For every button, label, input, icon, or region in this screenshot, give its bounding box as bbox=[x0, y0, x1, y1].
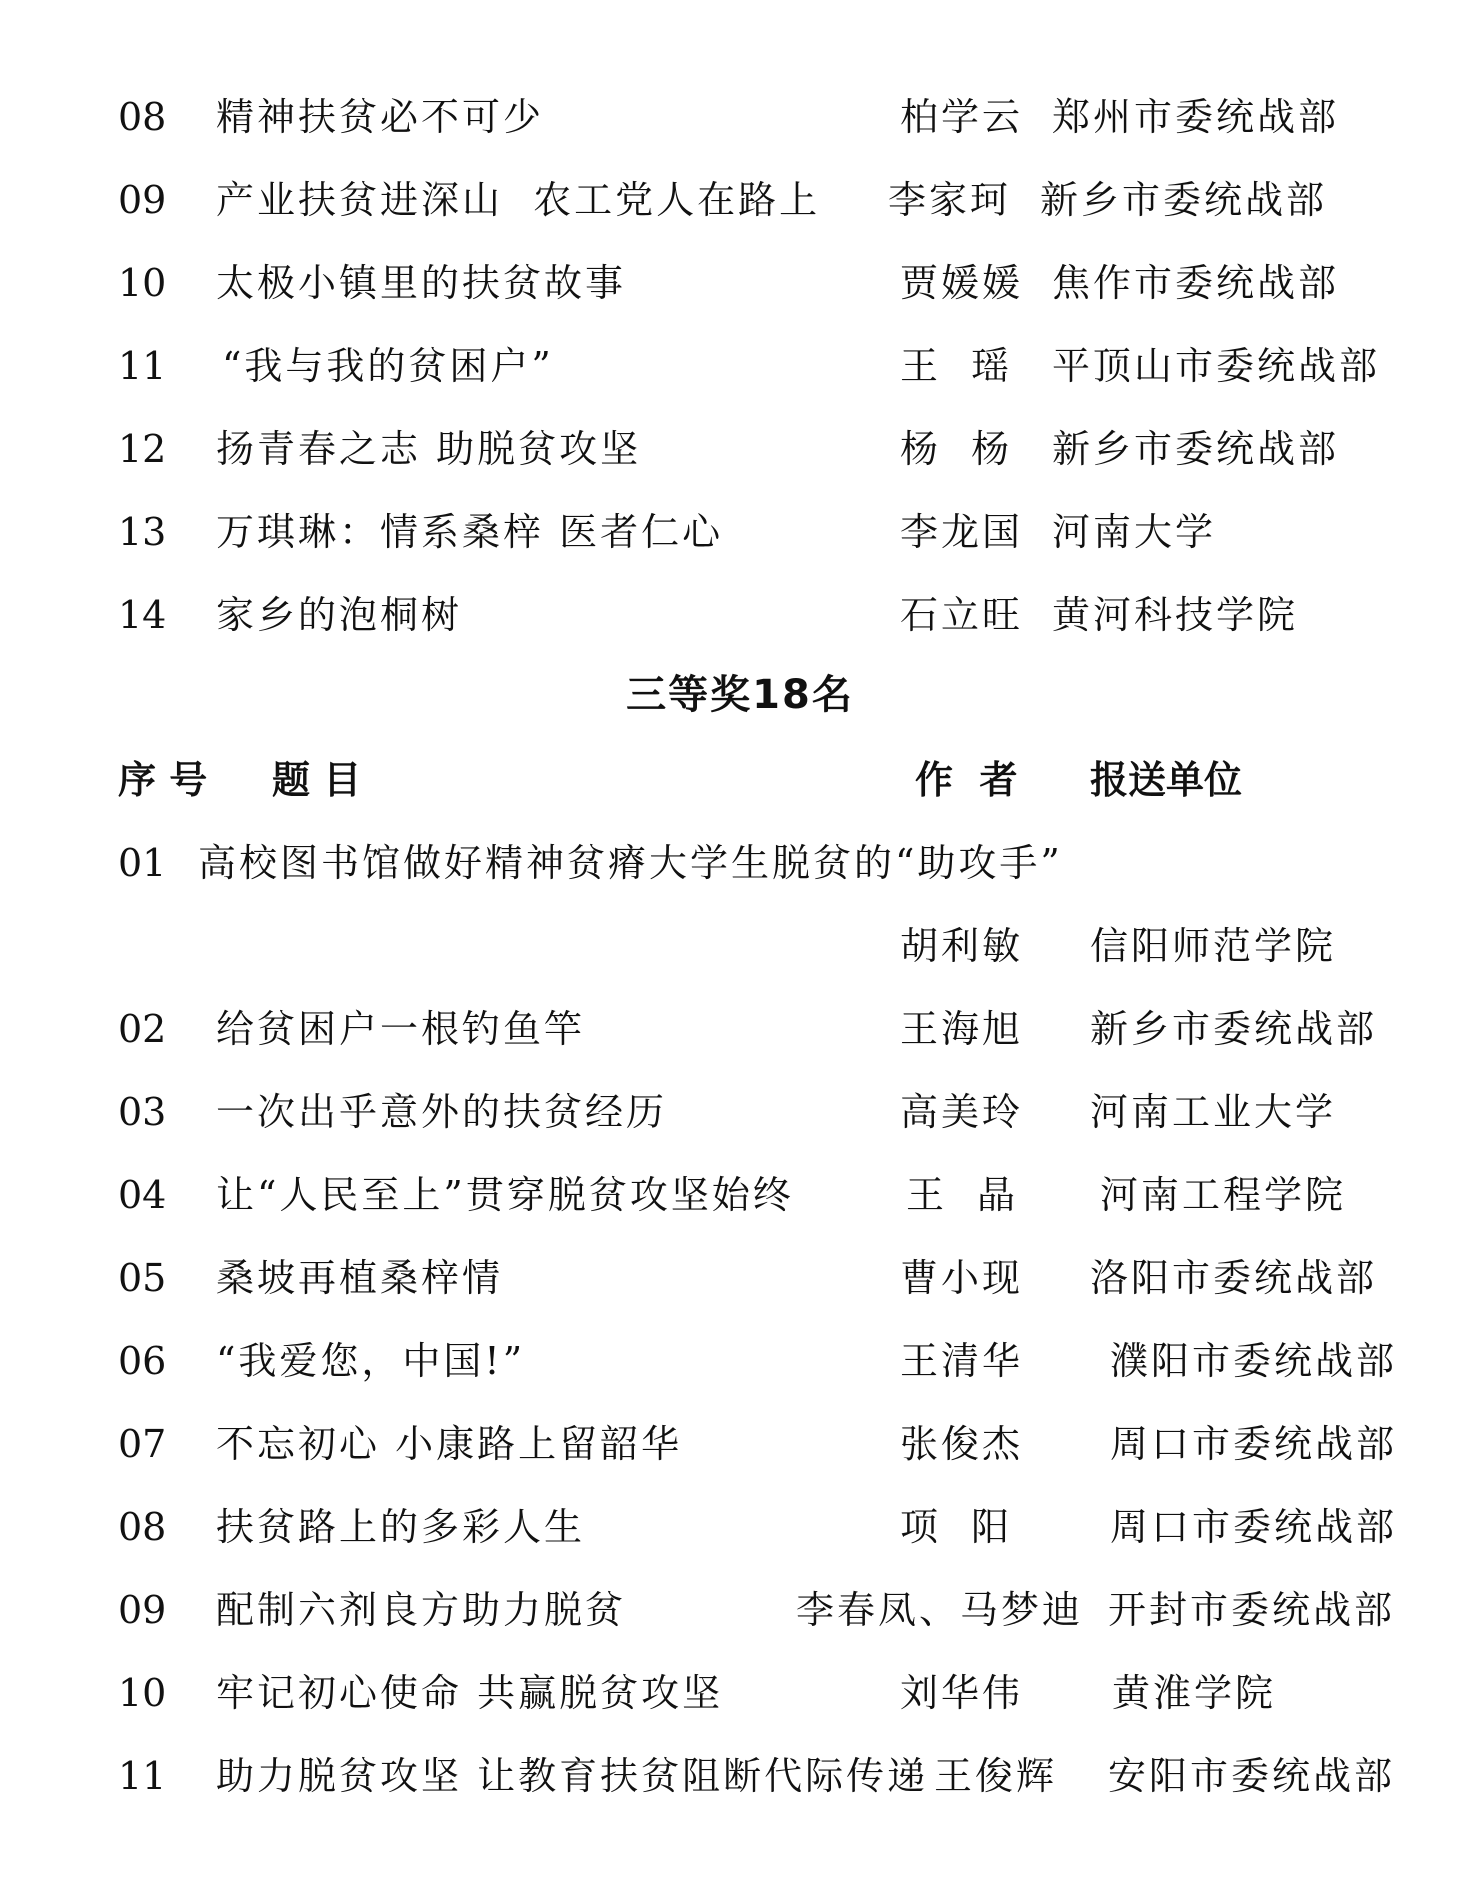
table-row bbox=[0, 1248, 1480, 1308]
row-number: 10 bbox=[118, 1671, 167, 1715]
table-row bbox=[0, 833, 1480, 893]
row-title: 配制六剂良方助力脱贫 bbox=[216, 1588, 627, 1632]
row-author: 李龙国 bbox=[900, 510, 1024, 554]
row-number: 07 bbox=[118, 1422, 167, 1466]
row-author: 王海旭 bbox=[900, 1007, 1024, 1051]
row-title: 产业扶贫进深山 农工党人在路上 bbox=[216, 178, 821, 222]
row-title: “我爱您，中国!” bbox=[216, 1339, 526, 1383]
row-number: 06 bbox=[118, 1339, 167, 1383]
row-title: 不忘初心 小康路上留韶华 bbox=[216, 1422, 683, 1466]
table-row bbox=[0, 170, 1480, 230]
table-row bbox=[0, 1165, 1480, 1225]
table-row bbox=[0, 253, 1480, 313]
row-number: 09 bbox=[118, 1588, 167, 1632]
row-author: 项 阳 bbox=[900, 1505, 1013, 1549]
row-author: 杨 杨 bbox=[900, 427, 1013, 471]
row-number: 08 bbox=[118, 95, 167, 139]
row-title: 助力脱贫攻坚 让教育扶贫阻断代际传递 bbox=[216, 1754, 929, 1798]
row-number: 04 bbox=[118, 1173, 167, 1217]
row-number: 01 bbox=[118, 841, 167, 885]
row-author: 王俊辉 bbox=[934, 1754, 1058, 1798]
row-unit: 河南工业大学 bbox=[1090, 1090, 1337, 1134]
row-unit: 洛阳市委统战部 bbox=[1090, 1256, 1378, 1300]
row-author: 王 瑶 bbox=[900, 344, 1013, 388]
table-row bbox=[0, 1331, 1480, 1391]
table-row bbox=[0, 502, 1480, 562]
table-row bbox=[0, 999, 1480, 1059]
row-number: 09 bbox=[118, 178, 167, 222]
row-unit: 河南工程学院 bbox=[1100, 1173, 1347, 1217]
row-unit: 黄河科技学院 bbox=[1052, 593, 1299, 637]
row-author: 石立旺 bbox=[900, 593, 1024, 637]
table-row bbox=[0, 1746, 1480, 1806]
row-unit: 郑州市委统战部 bbox=[1052, 95, 1340, 139]
table-row bbox=[0, 336, 1480, 396]
table-row bbox=[0, 1414, 1480, 1474]
row-title: 牢记初心使命 共赢脱贫攻坚 bbox=[216, 1671, 724, 1715]
row-unit: 新乡市委统战部 bbox=[1040, 178, 1328, 222]
header-author: 作 者 bbox=[915, 758, 1018, 802]
row-title: 一次出乎意外的扶贫经历 bbox=[216, 1090, 668, 1134]
row-number: 02 bbox=[118, 1007, 167, 1051]
table-row bbox=[0, 1497, 1480, 1557]
row-title: 高校图书馆做好精神贫瘠大学生脱贫的“助攻手” bbox=[198, 841, 1063, 885]
table-row-continuation bbox=[0, 916, 1480, 976]
row-number: 14 bbox=[118, 593, 167, 637]
row-title: 精神扶贫必不可少 bbox=[216, 95, 545, 139]
row-unit: 河南大学 bbox=[1052, 510, 1217, 554]
row-author: 李家珂 bbox=[888, 178, 1012, 222]
row-unit: 周口市委统战部 bbox=[1110, 1505, 1398, 1549]
table-row bbox=[0, 1580, 1480, 1640]
header-unit: 报送单位 bbox=[1090, 758, 1243, 802]
row-title: 桑坡再植桑梓情 bbox=[216, 1256, 504, 1300]
row-author: 曹小现 bbox=[900, 1256, 1024, 1300]
row-number: 12 bbox=[118, 427, 167, 471]
row-author: 胡利敏 bbox=[900, 924, 1024, 968]
row-unit: 濮阳市委统战部 bbox=[1110, 1339, 1398, 1383]
row-number: 10 bbox=[118, 261, 167, 305]
row-unit: 信阳师范学院 bbox=[1090, 924, 1337, 968]
row-author: 贾媛媛 bbox=[900, 261, 1024, 305]
row-author: 张俊杰 bbox=[900, 1422, 1024, 1466]
row-unit: 新乡市委统战部 bbox=[1052, 427, 1340, 471]
column-headers bbox=[0, 750, 1480, 810]
section-heading: 三等奖18名 bbox=[626, 672, 854, 718]
row-title: 扶贫路上的多彩人生 bbox=[216, 1505, 586, 1549]
row-unit: 焦作市委统战部 bbox=[1052, 261, 1340, 305]
table-row bbox=[0, 87, 1480, 147]
row-number: 08 bbox=[118, 1505, 167, 1549]
row-title: 家乡的泡桐树 bbox=[216, 593, 463, 637]
row-number: 11 bbox=[118, 344, 167, 388]
row-author: 王清华 bbox=[900, 1339, 1024, 1383]
row-title: 太极小镇里的扶贫故事 bbox=[216, 261, 627, 305]
row-number: 13 bbox=[118, 510, 167, 554]
row-author: 柏学云 bbox=[900, 95, 1024, 139]
row-number: 11 bbox=[118, 1754, 167, 1798]
row-unit: 新乡市委统战部 bbox=[1090, 1007, 1378, 1051]
row-unit: 开封市委统战部 bbox=[1108, 1588, 1396, 1632]
header-title: 题 目 bbox=[272, 758, 362, 802]
row-title: 给贫困户一根钓鱼竿 bbox=[216, 1007, 586, 1051]
row-number: 03 bbox=[118, 1090, 167, 1134]
table-row bbox=[0, 585, 1480, 645]
row-author: 李春凤、马梦迪 bbox=[796, 1588, 1084, 1632]
row-number: 05 bbox=[118, 1256, 167, 1300]
row-author: 刘华伟 bbox=[900, 1671, 1024, 1715]
table-row bbox=[0, 419, 1480, 479]
row-title: 扬青春之志 助脱贫攻坚 bbox=[216, 427, 642, 471]
table-row bbox=[0, 1663, 1480, 1723]
table-row bbox=[0, 1082, 1480, 1142]
row-unit: 安阳市委统战部 bbox=[1108, 1754, 1396, 1798]
row-unit: 黄淮学院 bbox=[1112, 1671, 1277, 1715]
row-title: 万琪琳：情系桑梓 医者仁心 bbox=[216, 510, 724, 554]
row-title: “我与我的贫困户” bbox=[222, 344, 554, 388]
row-unit: 平顶山市委统战部 bbox=[1052, 344, 1381, 388]
row-author: 高美玲 bbox=[900, 1090, 1024, 1134]
row-unit: 周口市委统战部 bbox=[1110, 1422, 1398, 1466]
row-title: 让“人民至上”贯穿脱贫攻坚始终 bbox=[216, 1173, 794, 1217]
header-number: 序 号 bbox=[118, 758, 208, 802]
row-author: 王 晶 bbox=[906, 1173, 1019, 1217]
